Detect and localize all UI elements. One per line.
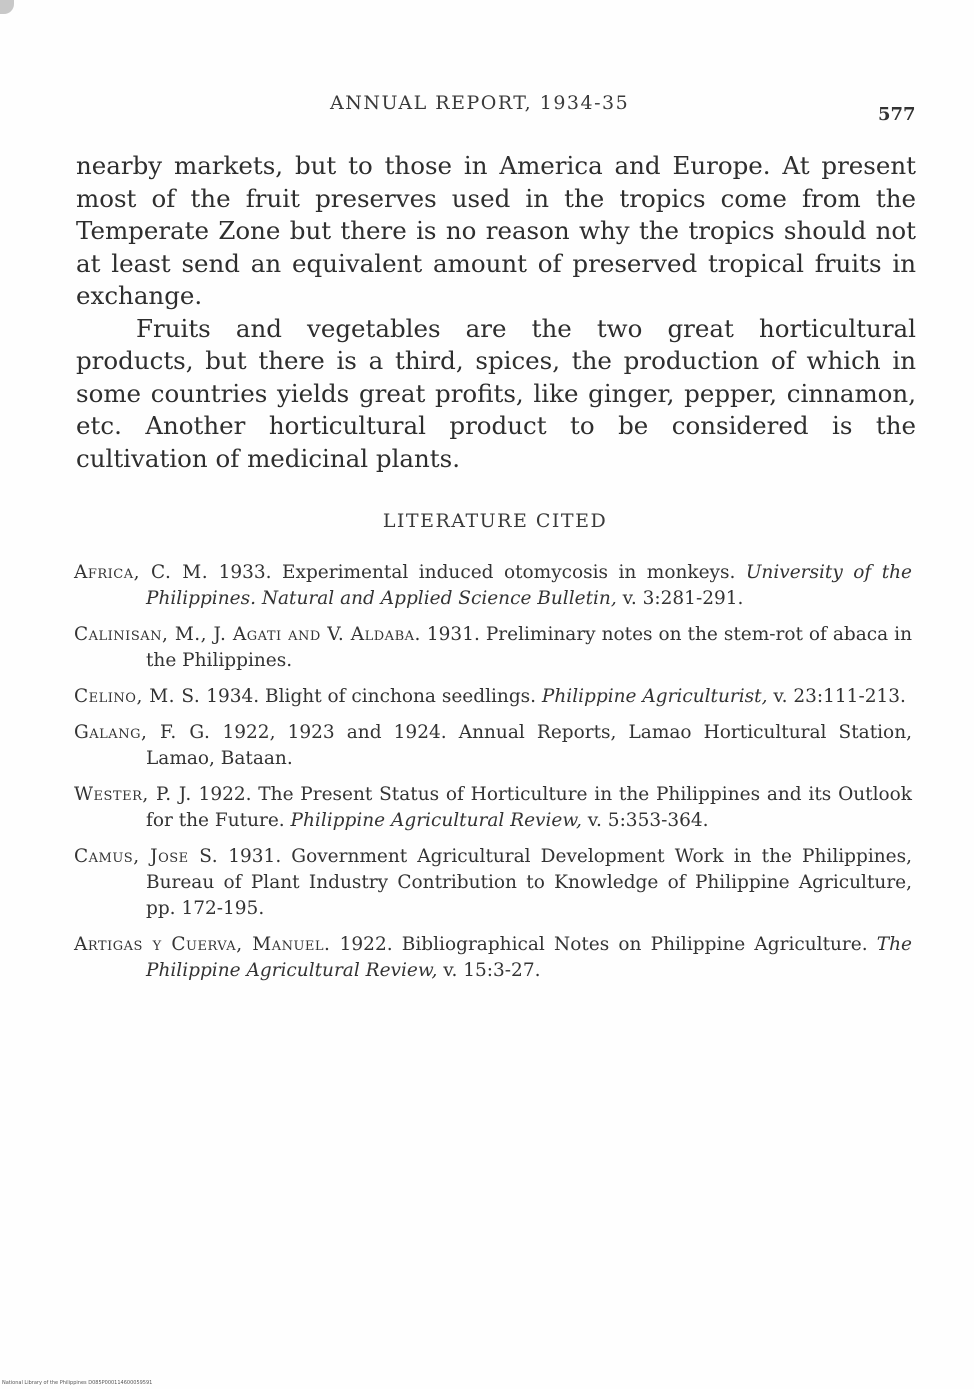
paragraph-2: Fruits and vegetables are the two great horticultural products, but there is a third, spices, the production of which in some countries yields great profits, like ginger, pepper, cinnamon, etc. Another horticultural product to be considered is the cultivation of medicinal plants. — [76, 313, 916, 473]
reference-item — [74, 782, 912, 834]
reference-author: Wester, P. J. — [74, 784, 192, 805]
reference-item — [74, 684, 912, 710]
reference-volume: v. 15:3-27. — [437, 960, 541, 981]
running-head — [0, 92, 974, 125]
reference-volume: v. 3:281-291. — [616, 588, 744, 609]
reference-volume: v. 23:111-213. — [767, 686, 906, 707]
reference-list — [74, 560, 912, 994]
reference-author: Africa, C. M. — [74, 562, 209, 583]
reference-text: 1933. Experimental induced otomycosis in monkeys. — [208, 562, 746, 583]
running-title: ANNUAL REPORT, 1934-35 — [330, 92, 630, 114]
reference-text: 1922, 1923 and 1924. Annual Reports, Lamao Horticultural Station, Lamao, Bataan. — [146, 722, 912, 769]
reference-volume: v. 5:353-364. — [581, 810, 709, 831]
reference-text: 1931. Government Agricultural Development Work in the Philippines, Bureau of Plant Industry Contribution to Knowledge of Philippine Agriculture, pp. 172-195. — [146, 846, 912, 919]
reference-journal: Philippine Agricultural Review, — [290, 810, 582, 831]
reference-journal: University of the Philippines. Natural and Applied Science Bulletin, — [146, 562, 913, 609]
reference-author: Calinisan, M., J. Agati and V. Aldaba. — [74, 624, 421, 645]
body-text — [76, 150, 916, 475]
reference-item — [74, 932, 912, 984]
reference-item — [74, 622, 912, 674]
scan-footer-watermark: National Library of the Philippines D085P000114600059591 — [2, 1380, 153, 1386]
paragraph-1: nearby markets, but to those in America and Europe. At present most of the fruit preserves used in the tropics come from the Temperate Zone but there is no reason why the tropics should not at least send an equivalent amount of preserved tropical fruits in exchange. — [76, 151, 916, 310]
reference-journal: The Philippine Agricultural Review, — [146, 934, 912, 981]
reference-text: 1934. Blight of cinchona seedlings. — [200, 686, 542, 707]
reference-text: 1922. Bibliographical Notes on Philippine Agriculture. — [330, 934, 877, 955]
reference-item — [74, 720, 912, 772]
reference-item — [74, 560, 912, 612]
reference-item — [74, 844, 912, 922]
page-number: 577 — [878, 104, 916, 125]
literature-cited-heading: LITERATURE CITED — [382, 510, 608, 532]
reference-text: 1931. Preliminary notes on the stem-rot of abaca in the Philippines. — [146, 624, 912, 671]
scan-corner-mark — [0, 0, 14, 14]
reference-text: 1922. The Present Status of Horticulture in the Philippines and its Outlook for the Future. — [146, 784, 912, 831]
reference-author: Celino, M. S. — [74, 686, 201, 707]
reference-author: Camus, Jose S. — [74, 846, 219, 867]
reference-author: Galang, F. G. — [74, 722, 211, 743]
reference-journal: Philippine Agriculturist, — [541, 686, 768, 707]
reference-author: Artigas y Cuerva, Manuel. — [74, 934, 331, 955]
